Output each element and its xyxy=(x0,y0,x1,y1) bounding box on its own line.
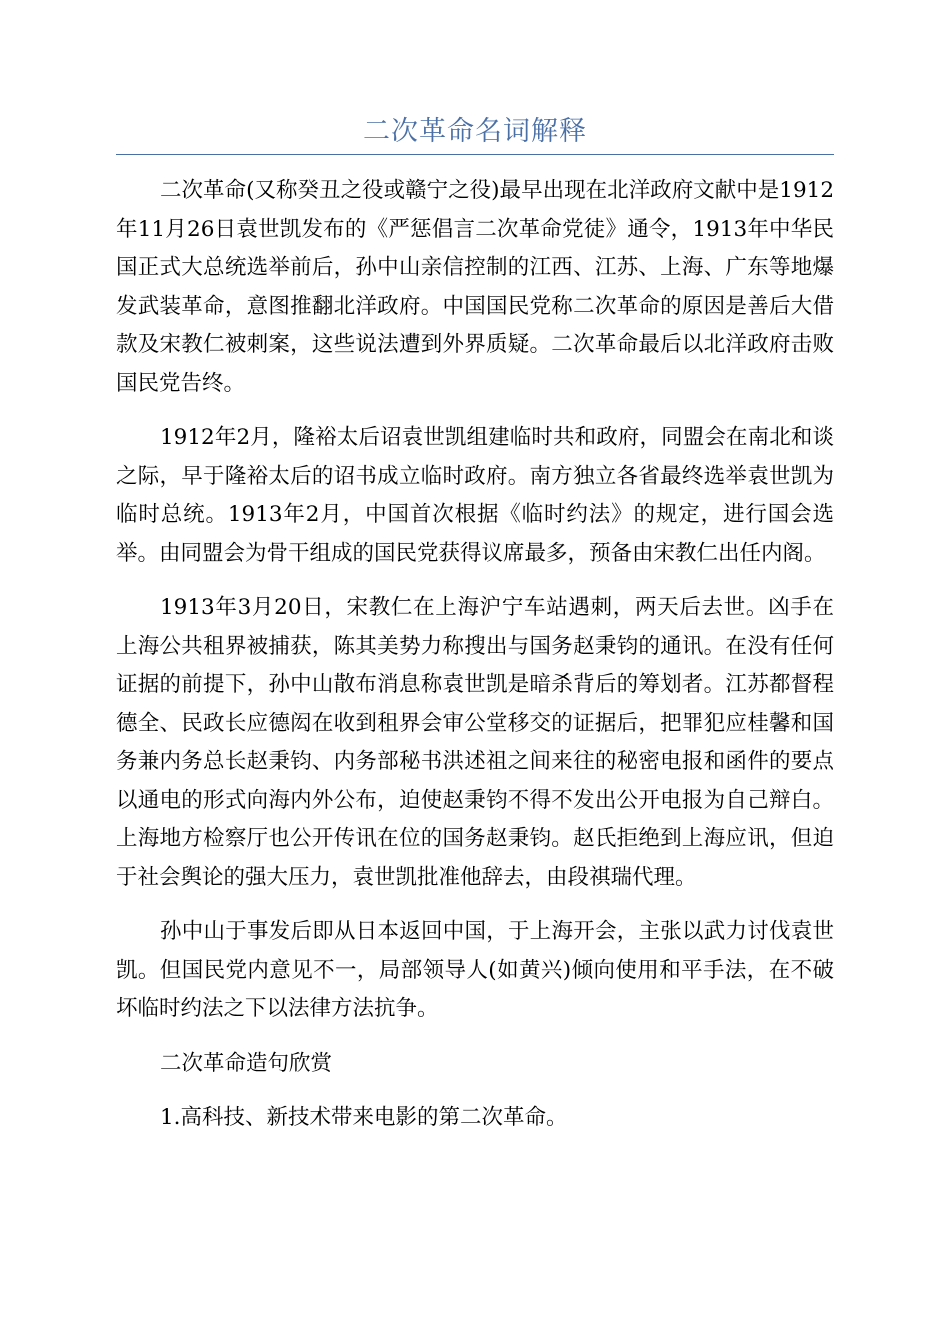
paragraph-assassination: 1913年3月20日，宋教仁在上海沪宁车站遇刺，两天后去世。凶手在上海公共租界被捕获，陈其美势力称搜出与国务赵秉钧的通讯。在没有任何证据的前提下，孙中山散布消息称袁世凯是暗杀背后的筹划者。江苏都督程德全、民政长应德闳在收到租界会审公堂移交的证据后，把罪犯应桂馨和国务兼内务总长赵秉钧、内务部秘书洪述祖之间来往的秘密电报和函件的要点以通电的形式向海内外公布，迫使赵秉钧不得不发出公开电报为自己辩白。上海地方检察厅也公开传讯在位的国务赵秉钧。赵氏拒绝到上海应讯，但迫于社会舆论的强大压力，袁世凯批准他辞去，由段祺瑞代理。 xyxy=(116,595,834,890)
paragraph-response: 孙中山于事发后即从日本返回中国，于上海开会，主张以武力讨伐袁世凯。但国民党内意见不一，局部领导人(如黄兴)倾向使用和平手法，在不破坏临时约法之下以法律方法抗争。 xyxy=(116,919,834,1021)
example-sentence-1: 1.高科技、新技术带来电影的第二次革命。 xyxy=(160,1105,568,1130)
document-body xyxy=(116,172,834,1154)
section-heading-examples: 二次革命造句欣赏 xyxy=(160,1050,333,1076)
paragraph-intro: 二次革命(又称癸丑之役或赣宁之役)最早出现在北洋政府文献中是1912年11月26日袁世凯发布的《严惩倡言二次革命党徒》通令，1913年中华民国正式大总统选举前后，孙中山亲信控制的江西、江苏、上海、广东等地爆发武装革命，意图推翻北洋政府。中国国民党称二次革命的原因是善后大借款及宋教仁被刺案，这些说法遭到外界质疑。二次革命最后以北洋政府击败国民党告终。 xyxy=(116,178,834,396)
title-underline xyxy=(116,154,834,155)
document-title: 二次革命名词解释 xyxy=(363,116,587,147)
paragraph-background: 1912年2月，隆裕太后诏袁世凯组建临时共和政府，同盟会在南北和谈之际，早于隆裕太后的诏书成立临时政府。南方独立各省最终选举袁世凯为临时总统。1913年2月，中国首次根据《临时约法》的规定，进行国会选举。由同盟会为骨干组成的国民党获得议席最多，预备由宋教仁出任内阁。 xyxy=(116,425,834,566)
